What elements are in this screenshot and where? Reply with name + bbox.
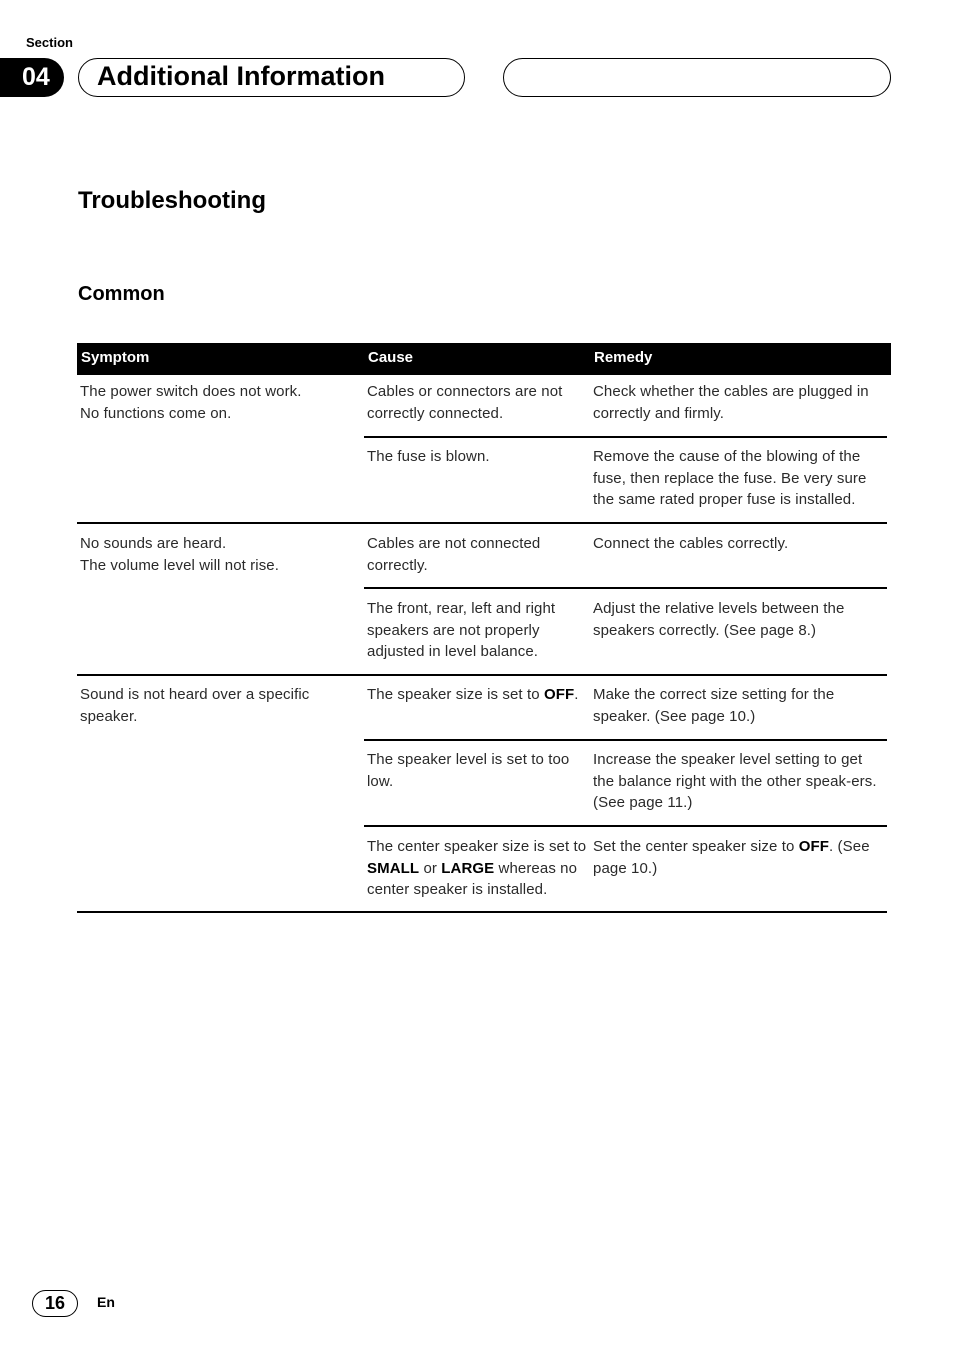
remedy-text: Make the correct size setting for the speaker. (See page 10.)	[593, 686, 835, 725]
cause-text: Cables or connectors are not correctly connected.	[367, 383, 563, 422]
cause-text: whereas no center speaker is installed.	[367, 859, 578, 898]
column-header-cause: Cause	[368, 349, 414, 366]
section-label: Section	[26, 35, 73, 50]
remedy-cell	[593, 598, 885, 641]
group-divider	[77, 522, 887, 524]
header-blank-box	[503, 58, 891, 97]
remedy-text: Increase the speaker level setting to get the balance right with the other speak-ers. (See page 11.)	[593, 751, 877, 811]
row-divider	[364, 436, 887, 438]
cause-text: or	[419, 859, 442, 877]
cause-text: The speaker size is set to	[367, 686, 544, 703]
table-header	[77, 343, 891, 375]
symptom-cell	[80, 533, 350, 576]
column-header-symptom: Symptom	[81, 349, 150, 366]
group-divider	[77, 674, 887, 676]
cause-cell	[367, 533, 589, 576]
cause-text: The center speaker size is set to	[367, 838, 587, 855]
remedy-text: Set the center speaker size to	[593, 838, 799, 855]
page-heading: Troubleshooting	[78, 187, 266, 214]
remedy-text: . (See page 10.)	[593, 838, 870, 877]
cause-cell	[367, 836, 589, 901]
symptom-line: No functions come on.	[80, 404, 232, 422]
cause-cell	[367, 381, 589, 424]
row-divider	[364, 825, 887, 827]
table-bottom-rule	[77, 911, 887, 913]
row-divider	[364, 587, 887, 589]
remedy-text-bold: OFF	[798, 838, 830, 855]
cause-text: The front, rear, left and right speakers are not properly adjusted in level balance.	[367, 600, 556, 660]
cause-text-bold: SMALL	[367, 859, 420, 877]
remedy-text: Remove the cause of the blowing of the fuse, then replace the fuse. Be very sure the same rated proper fuse is installed.	[593, 448, 867, 508]
cause-cell	[367, 446, 589, 468]
cause-text: .	[574, 686, 579, 703]
remedy-text: Check whether the cables are plugged in correctly and firmly.	[593, 383, 869, 422]
remedy-cell	[593, 836, 885, 879]
cause-cell	[367, 684, 589, 706]
remedy-cell	[593, 446, 885, 511]
cause-cell	[367, 749, 589, 792]
row-divider	[364, 739, 887, 741]
symptom-cell	[80, 381, 350, 424]
column-header-remedy: Remedy	[594, 349, 653, 366]
symptom-cell	[80, 684, 330, 727]
subheading: Common	[78, 283, 165, 305]
remedy-cell	[593, 749, 885, 814]
cause-cell	[367, 598, 589, 663]
remedy-cell	[593, 533, 885, 555]
cause-text-bold: LARGE	[441, 859, 495, 877]
remedy-text: Adjust the relative levels between the speakers correctly. (See page 8.)	[593, 600, 845, 639]
remedy-cell	[593, 684, 885, 727]
symptom-line: The volume level will not rise.	[80, 556, 280, 574]
remedy-cell	[593, 381, 885, 424]
section-title: Additional Information	[78, 58, 465, 97]
section-number-tab: 04	[0, 58, 64, 97]
cause-text: The fuse is blown.	[367, 448, 490, 465]
page-number: 16	[32, 1290, 78, 1317]
language-code: En	[97, 1294, 115, 1310]
cause-text-bold: OFF	[543, 686, 575, 703]
remedy-text: Connect the cables correctly.	[593, 535, 789, 552]
cause-text: Cables are not connected correctly.	[367, 535, 541, 574]
symptom-line: No sounds are heard.	[80, 535, 227, 552]
cause-text: The speaker level is set to too low.	[367, 751, 570, 790]
symptom-line: Sound is not heard over a specific speaker.	[80, 686, 310, 725]
symptom-line: The power switch does not work.	[80, 383, 302, 400]
